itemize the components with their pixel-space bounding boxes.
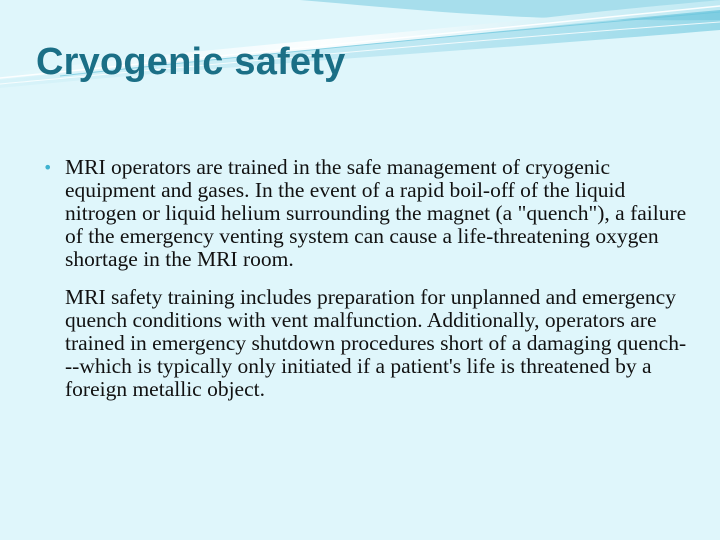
slide-body [40, 156, 690, 401]
paragraph-text: MRI operators are trained in the safe management of cryogenic equipment and gases. In the event of a rapid boil-off of the liquid nitrogen or liquid helium surrounding the magnet (a "quench"), a failure of the emergency venting system can cause a life-threatening oxygen shortage in the MRI room. [65, 155, 687, 271]
slide-title: Cryogenic safety [36, 41, 346, 83]
bullet-marker: • [43, 158, 53, 177]
paragraph-text: MRI safety training includes preparation for unplanned and emergency quench conditions with vent malfunction. Additionally, operators are trained in emergency shutdown procedures short of a damaging quench---which is typically only initiated if a patient's life is threatened by a foreign metallic object. [65, 285, 687, 401]
continuation-paragraph [40, 286, 690, 401]
bullet-paragraph [40, 156, 690, 271]
